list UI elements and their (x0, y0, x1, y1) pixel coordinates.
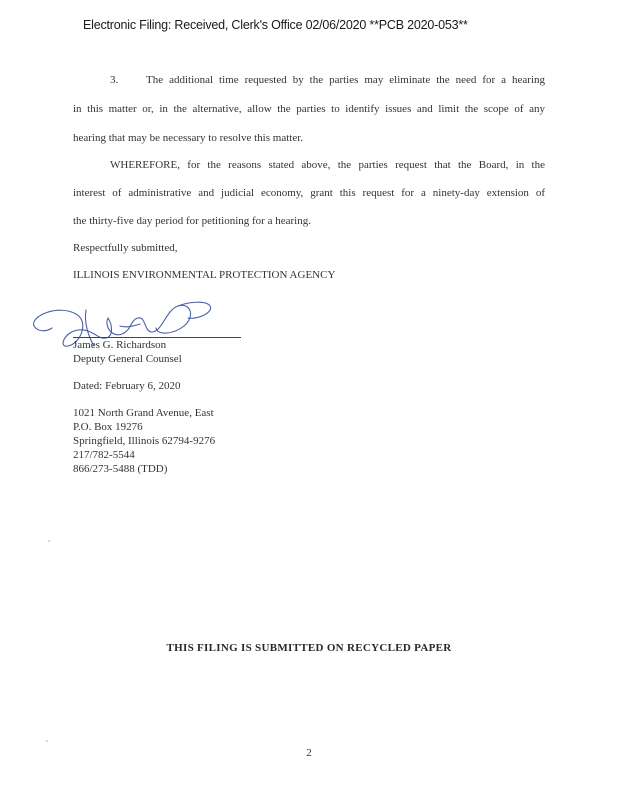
para-3-line-3: hearing that may be necessary to resolve this matter. (73, 132, 304, 144)
para-3-number: 3. (110, 74, 119, 86)
address-line-3: Springfield, Illinois 62794-9276 (73, 435, 216, 447)
wherefore-text-1: WHEREFORE, for the reasons stated above, the parties request that the Board, in the (110, 159, 545, 171)
scan-speck (48, 540, 50, 542)
signature-line (73, 337, 241, 338)
filing-stamp: Electronic Filing: Received, Clerk's Office 02/06/2020 **PCB 2020-053** (83, 18, 468, 32)
recycled-paper-note: THIS FILING IS SUBMITTED ON RECYCLED PAPER (166, 642, 452, 654)
agency-name: ILLINOIS ENVIRONMENTAL PROTECTION AGENCY (73, 269, 336, 281)
scan-speck (46, 740, 48, 742)
signer-name: James G. Richardson (73, 339, 167, 351)
para-3-line-1 (73, 74, 545, 86)
dated-line: Dated: February 6, 2020 (73, 380, 181, 392)
page-number: 2 (306, 747, 312, 759)
wherefore-line-1 (73, 159, 545, 171)
address-line-2: P.O. Box 19276 (73, 421, 143, 433)
wherefore-line-3: the thirty-five day period for petitioning for a hearing. (73, 215, 311, 227)
signer-title: Deputy General Counsel (73, 353, 182, 365)
closing-text: Respectfully submitted, (73, 242, 178, 254)
wherefore-line-2: interest of administrative and judicial economy, grant this request for a ninety-day extension of (73, 187, 545, 199)
phone-line: 217/782-5544 (73, 449, 135, 461)
para-3-line-2: in this matter or, in the alternative, allow the parties to identify issues and limit the scope of any (73, 103, 545, 115)
para-3-text-1: The additional time requested by the parties may eliminate the need for a hearing (146, 74, 545, 86)
tdd-line: 866/273-5488 (TDD) (73, 463, 168, 475)
address-line-1: 1021 North Grand Avenue, East (73, 407, 214, 419)
